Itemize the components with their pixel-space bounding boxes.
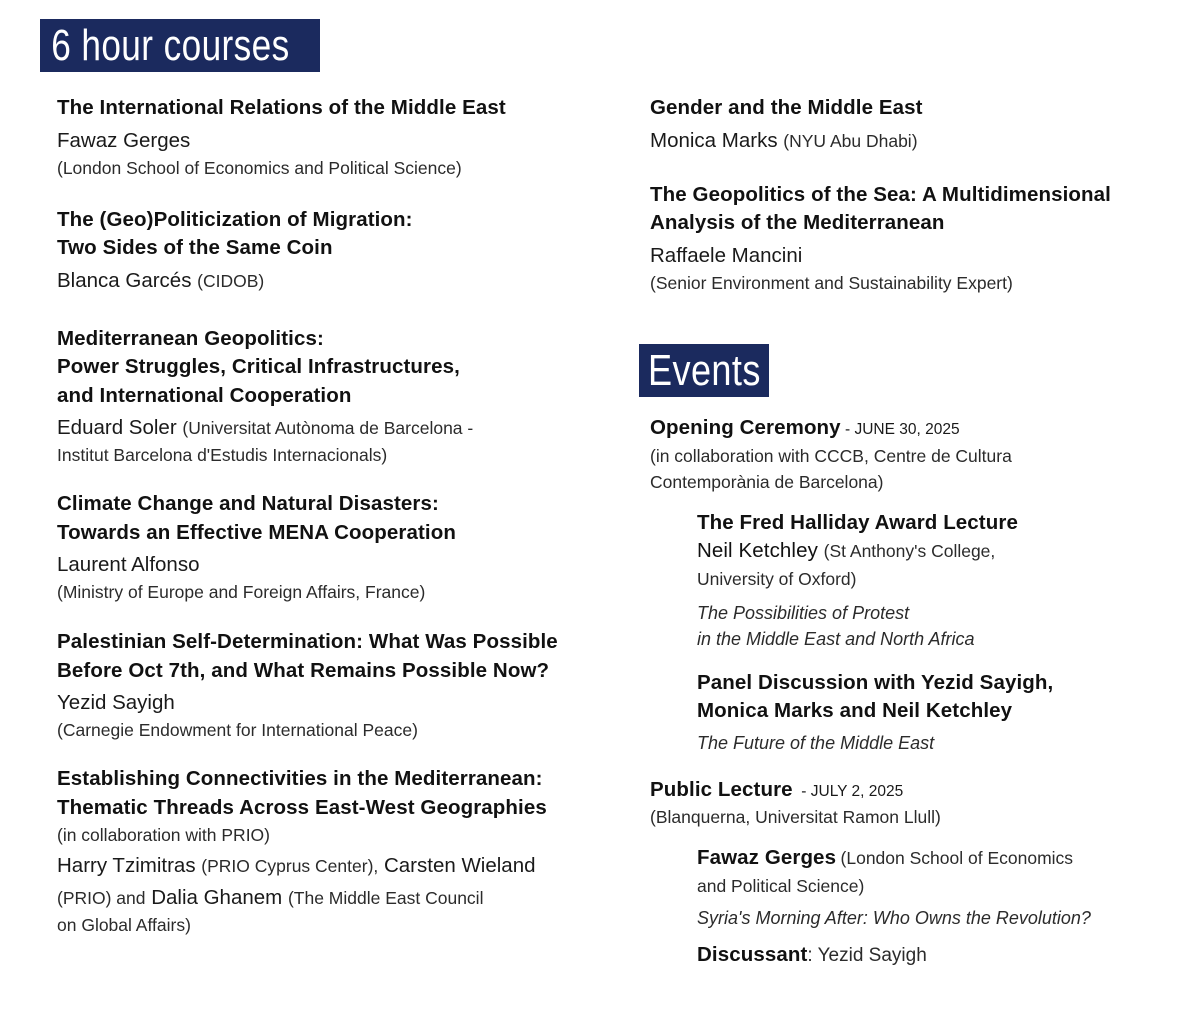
course-lecturer-line xyxy=(650,127,1190,155)
public-speaker-affiliation: (London School of Economics xyxy=(840,848,1074,868)
course-lecturer: Yezid Sayigh xyxy=(57,691,175,714)
course-affiliation: (PRIO Cyprus Center), xyxy=(201,856,379,876)
course-title: Before Oct 7th, and What Remains Possible Now? xyxy=(57,658,550,682)
public-date: - JULY 2, 2025 xyxy=(792,782,904,800)
opening-ceremony xyxy=(650,414,1190,756)
course-title: The International Relations of the Middle East xyxy=(57,96,506,119)
discussant-name: : Yezid Sayigh xyxy=(807,944,927,966)
panel-title: Panel Discussion with Yezid Sayigh, xyxy=(697,670,1054,694)
award-affiliation: University of Oxford) xyxy=(697,568,857,589)
courses-heading-text: 6 hour courses xyxy=(51,21,290,70)
course-lecturer: Raffaele Mancini xyxy=(650,243,803,267)
course-item xyxy=(57,628,617,743)
opening-note: Contemporània de Barcelona) xyxy=(650,471,884,492)
course-affiliation: (NYU Abu Dhabi) xyxy=(783,130,918,151)
course-title: and International Cooperation xyxy=(57,383,352,407)
course-lecturer-line xyxy=(57,884,617,912)
course-title: The (Geo)Politicization of Migration: xyxy=(57,207,413,231)
award-affiliation: (St Anthony's College, xyxy=(823,541,996,561)
course-lecturer-line xyxy=(57,852,617,880)
course-title: Gender and the Middle East xyxy=(650,96,923,119)
course-affiliation: (Carnegie Endowment for International Peace) xyxy=(57,720,418,740)
course-item xyxy=(57,94,617,181)
course-lecturer: Blanca Garcés xyxy=(57,268,192,292)
public-talk: Syria's Morning After: Who Owns the Revolution? xyxy=(697,907,1091,928)
course-item xyxy=(57,206,617,295)
courses-left-column xyxy=(57,94,617,957)
course-title: Analysis of the Mediterranean xyxy=(650,211,945,234)
course-item xyxy=(57,325,617,469)
public-speaker: Fawaz Gerges xyxy=(697,846,837,869)
course-item xyxy=(57,765,617,938)
courses-heading xyxy=(40,19,320,72)
course-note: (in collaboration with PRIO) xyxy=(57,825,270,845)
events-section xyxy=(650,414,1190,969)
course-affiliation: (Ministry of Europe and Foreign Affairs, France) xyxy=(57,582,426,602)
course-item xyxy=(650,181,1190,296)
course-title: Thematic Threads Across East-West Geographies xyxy=(57,795,547,819)
course-title: Towards an Effective MENA Cooperation xyxy=(57,520,456,544)
events-heading-text: Events xyxy=(648,346,761,395)
course-lecturer: Fawaz Gerges xyxy=(57,128,191,152)
course-item xyxy=(57,490,617,605)
course-title: Power Struggles, Critical Infrastructures, xyxy=(57,355,460,378)
course-affiliation: Institut Barcelona d'Estudis Internacionals) xyxy=(57,445,388,465)
course-item xyxy=(650,94,1190,155)
course-lecturer: Dalia Ghanem xyxy=(151,886,283,909)
course-lecturer: Eduard Soler xyxy=(57,416,177,439)
course-title: The Geopolitics of the Sea: A Multidimensional xyxy=(650,182,1111,206)
public-note: (Blanquerna, Universitat Ramon Llull) xyxy=(650,807,941,827)
opening-note: (in collaboration with CCCB, Centre de Cultura xyxy=(650,445,1012,466)
public-speaker-affiliation: and Political Science) xyxy=(697,875,865,896)
opening-title: Opening Ceremony xyxy=(650,416,841,439)
course-affiliation: (CIDOB) xyxy=(197,270,265,291)
course-affiliation: (Senior Environment and Sustainability Expert) xyxy=(650,272,1013,293)
panel-talk: The Future of the Middle East xyxy=(697,732,935,753)
course-title: Palestinian Self-Determination: What Was Possible xyxy=(57,630,558,653)
course-lecturer-line xyxy=(57,267,617,295)
course-title: Establishing Connectivities in the Mediterranean: xyxy=(57,767,543,790)
public-speaker-block xyxy=(650,844,1190,969)
panel-title: Monica Marks and Neil Ketchley xyxy=(697,699,1013,722)
course-affiliation: on Global Affairs) xyxy=(57,915,191,935)
course-lecturer: Harry Tzimitras xyxy=(57,854,196,877)
events-heading xyxy=(639,344,769,397)
course-lecturer: Carsten Wieland xyxy=(383,854,536,877)
course-lecturer-line xyxy=(57,414,617,442)
course-title: Climate Change and Natural Disasters: xyxy=(57,492,439,515)
opening-title-line xyxy=(650,414,1190,443)
course-affiliation: (Universitat Autònoma de Barcelona - xyxy=(182,418,474,438)
award-speaker: Neil Ketchley xyxy=(697,539,818,562)
award-title: The Fred Halliday Award Lecture xyxy=(697,510,1018,534)
course-affiliation: (London School of Economics and Political Science) xyxy=(57,157,462,178)
award-speaker-line xyxy=(697,537,1190,566)
course-lecturer: Monica Marks xyxy=(650,128,778,152)
courses-right-column xyxy=(650,94,1190,315)
course-affiliation: (The Middle East Council xyxy=(287,888,484,908)
panel-discussion xyxy=(650,669,1190,756)
discussant-label: Discussant xyxy=(697,942,808,966)
course-title: Mediterranean Geopolitics: xyxy=(57,326,324,350)
opening-date: - JUNE 30, 2025 xyxy=(840,421,960,438)
public-lecture xyxy=(650,776,1190,970)
public-speaker-line xyxy=(697,844,1190,873)
award-lecture xyxy=(650,509,1190,652)
course-title: Two Sides of the Same Coin xyxy=(57,236,333,259)
award-talk: in the Middle East and North Africa xyxy=(697,628,975,649)
award-talk: The Possibilities of Protest xyxy=(697,602,910,623)
course-lecturer: Laurent Alfonso xyxy=(57,553,200,576)
discussant-line xyxy=(697,941,1190,970)
public-title: Public Lecture xyxy=(650,777,793,801)
course-affiliation: (PRIO) and xyxy=(57,888,146,908)
public-title-line xyxy=(650,776,1190,805)
